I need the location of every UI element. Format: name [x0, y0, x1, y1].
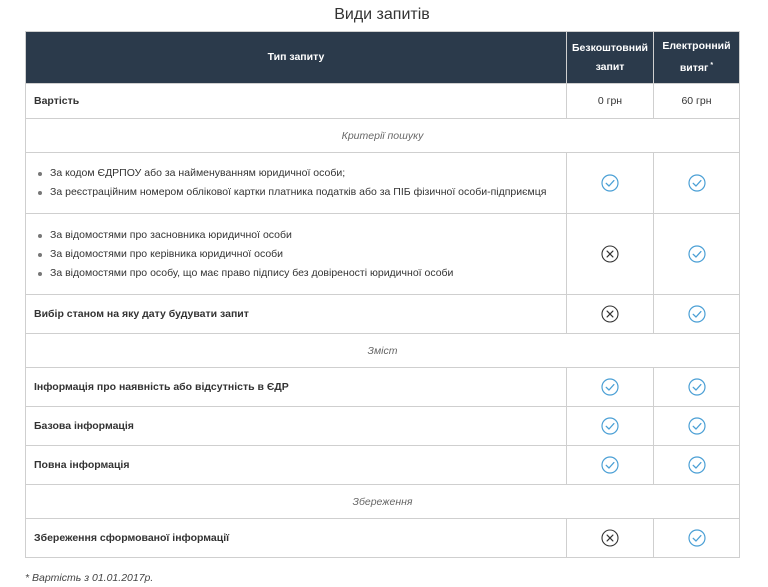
check-icon: [688, 378, 706, 396]
check-icon: [688, 417, 706, 435]
paid-status-cell: [654, 214, 740, 295]
criteria-list-cell: [26, 153, 567, 214]
check-icon: [688, 245, 706, 263]
header-row: [26, 32, 740, 84]
price-paid: 60 грн: [654, 84, 740, 119]
paid-status-cell: [654, 295, 740, 334]
free-status-cell: [567, 446, 654, 485]
check-icon: [601, 456, 619, 474]
criteria-row-date: [26, 295, 740, 334]
header-free-label: Безкоштовний запит: [571, 41, 648, 73]
row-label: Інформація про наявність або відсутність в ЄДР: [26, 368, 567, 407]
section-row-storage: [26, 485, 740, 519]
check-icon: [688, 456, 706, 474]
header-type-label: Тип запиту: [267, 51, 325, 63]
row-label: Базова інформація: [26, 407, 567, 446]
section-row-criteria: [26, 119, 740, 153]
criteria-item: За відомостями про засновника юридичної особи: [34, 226, 558, 245]
criteria-list: [34, 226, 558, 283]
section-row-content: [26, 334, 740, 368]
header-free-cell: [567, 32, 654, 84]
content-row-presence: [26, 368, 740, 407]
check-icon: [601, 417, 619, 435]
criteria-item: За відомостями про керівника юридичної особи: [34, 245, 558, 264]
paid-status-cell: [654, 407, 740, 446]
paid-status-cell: [654, 519, 740, 558]
criteria-item: За кодом ЄДРПОУ або за найменуванням юридичної особи;: [34, 164, 558, 183]
price-footnote: * Вартість з 01.01.2017р.: [25, 572, 154, 584]
section-title: Критерії пошуку: [26, 119, 740, 153]
content-row-basic: [26, 407, 740, 446]
cross-icon: [601, 529, 619, 547]
header-paid-cell: [654, 32, 740, 84]
price-label: Вартість: [26, 84, 567, 119]
free-status-cell: [567, 214, 654, 295]
price-row: [26, 84, 740, 119]
section-title: Зміст: [26, 334, 740, 368]
footnote-mark: *: [710, 62, 714, 69]
criteria-row-code: [26, 153, 740, 214]
criteria-list-cell: [26, 214, 567, 295]
criteria-list: [34, 164, 558, 202]
page-title: Види запитів: [334, 6, 430, 23]
free-status-cell: [567, 368, 654, 407]
check-icon: [688, 305, 706, 323]
row-label: Повна інформація: [26, 446, 567, 485]
free-status-cell: [567, 295, 654, 334]
header-paid-label: Електронний витяг: [662, 40, 731, 74]
criteria-item: За реєстраційним номером облікової картки платника податків або за ПІБ фізичної особи-підприємця: [34, 183, 558, 202]
row-label: Вибір станом на яку дату будувати запит: [26, 295, 567, 334]
check-icon: [688, 529, 706, 547]
check-icon: [688, 174, 706, 192]
check-icon: [601, 174, 619, 192]
criteria-item: За відомостями про особу, що має право підпису без довіреності юридичної особи: [34, 264, 558, 283]
row-label: Збереження сформованої інформації: [26, 519, 567, 558]
check-icon: [601, 378, 619, 396]
paid-status-cell: [654, 368, 740, 407]
header-type-cell: [26, 32, 567, 84]
request-types-table: [25, 31, 740, 558]
cross-icon: [601, 305, 619, 323]
free-status-cell: [567, 153, 654, 214]
content-row-full: [26, 446, 740, 485]
section-title: Збереження: [26, 485, 740, 519]
cross-icon: [601, 245, 619, 263]
price-free: 0 грн: [567, 84, 654, 119]
storage-row-save: [26, 519, 740, 558]
free-status-cell: [567, 407, 654, 446]
criteria-row-persons: [26, 214, 740, 295]
paid-status-cell: [654, 153, 740, 214]
free-status-cell: [567, 519, 654, 558]
paid-status-cell: [654, 446, 740, 485]
